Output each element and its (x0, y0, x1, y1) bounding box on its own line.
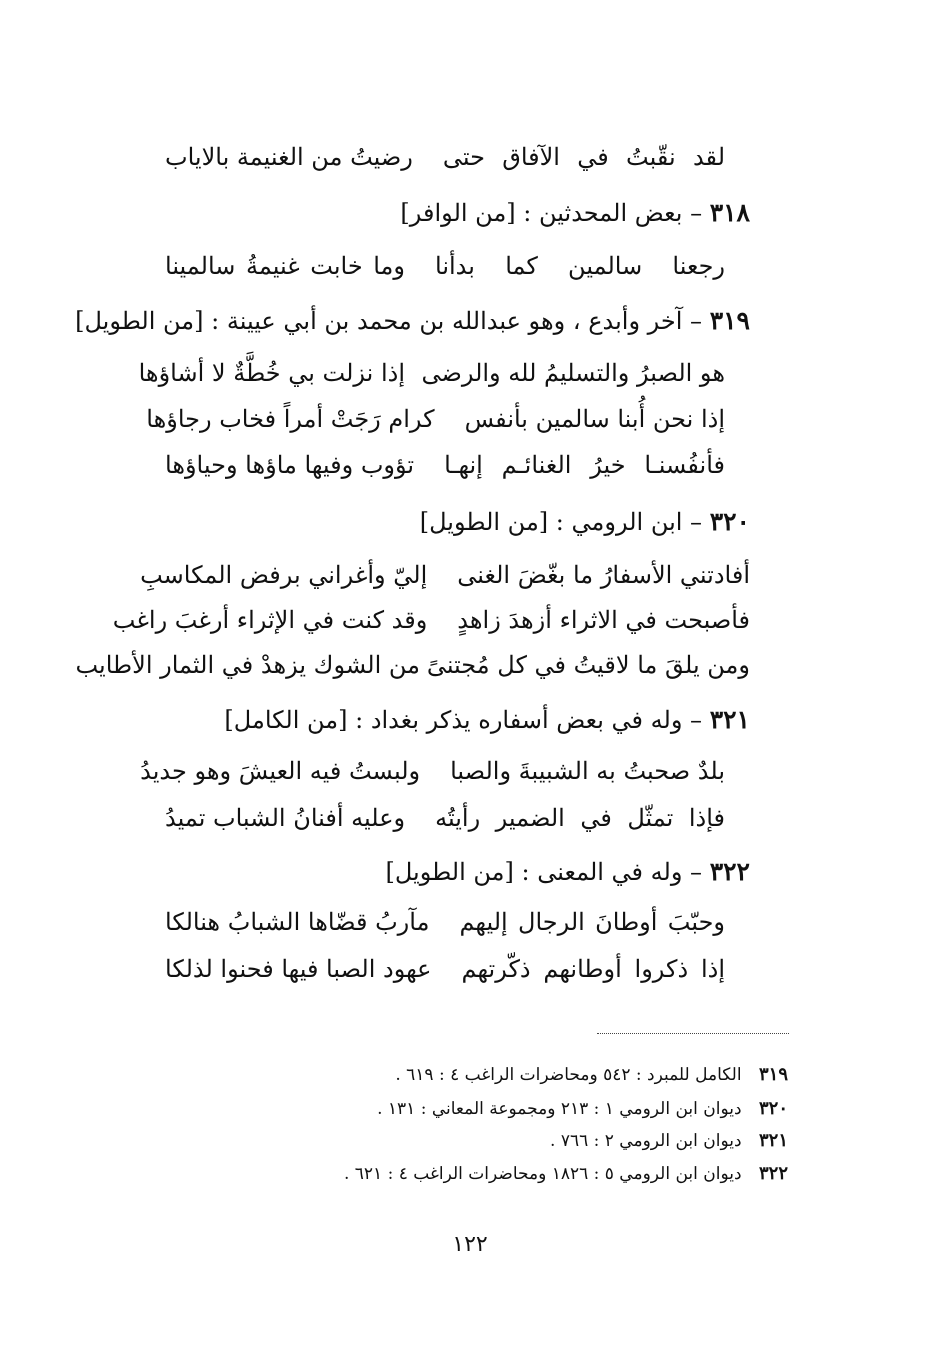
footnote (395, 1061, 788, 1089)
verse-first-hemistich: رجعنا سالمين كما بدأنا (435, 252, 725, 280)
verse-second-hemistich: إذا نزلت بي خُطَّةٌ لا أشاؤها (138, 359, 405, 387)
verse-line (165, 902, 725, 942)
verse-second-hemistich: تؤوب وفيها ماؤها وحياؤها (165, 451, 415, 479)
footnote (377, 1095, 788, 1123)
verse-first-hemistich: أفادتني الأسفارُ ما بغّضَ الغنى (457, 561, 750, 589)
verse-line (140, 751, 725, 791)
verse-line (138, 353, 725, 393)
footnote-number: ٣٢١ (758, 1130, 788, 1151)
verse-line (146, 399, 725, 439)
section-heading-319 (75, 301, 750, 341)
verse-first-hemistich: لقد نقّبتُ في الآفاق حتى (442, 143, 725, 171)
verse-second-hemistich: كرام رَجَتْ أمراً فخاب رجاؤها (146, 405, 435, 433)
verse-first-hemistich: إذا ذكروا أوطانهم ذكّرتهم (461, 955, 725, 983)
verse-first-hemistich: فأصبحت في الاثراء أزهدَ زاهدٍ (457, 606, 750, 634)
verse-first-hemistich: فأنفُسنـا خيرُ الغنائـم إنهـا (444, 451, 725, 479)
footnote-text: ديوان ابن الرومي ٢ : ٧٦٦ . (550, 1131, 742, 1151)
footnote-text: الكامل للمبرد : ٥٤٢ ومحاضرات الراغب ٤ : ٦١٩ . (395, 1065, 742, 1085)
verse-line (165, 246, 725, 286)
verse-second-hemistich: رضيتُ من الغنيمة بالاياب (165, 143, 413, 171)
footnote-number: ٣٢٢ (758, 1163, 788, 1184)
footnote (344, 1160, 788, 1188)
verse-line (140, 555, 750, 595)
verse-first-hemistich: هو الصبرُ والتسليمُ لله والرضى (421, 359, 725, 387)
verse-line (112, 600, 750, 640)
verse-line (165, 798, 725, 838)
entry-number: ٣٢٠ (709, 507, 750, 536)
verse-first-hemistich: ومن يلقَ ما لاقيتُ في كل مُجتنىً (426, 651, 750, 679)
page-number: ١٢٢ (452, 1232, 488, 1257)
section-heading-321 (224, 700, 750, 740)
verse-first-hemistich: فإذا تمثّل في الضمير رأيتُه (435, 804, 725, 832)
verse-first-hemistich: بلدٌ صحبتُ به الشبيبةَ والصبا (450, 757, 725, 785)
heading-text: – وله في المعنى : [من الطويل] (385, 858, 703, 886)
verse-line (165, 137, 725, 177)
verse-second-hemistich: عهود الصبا فيها فحنوا لذلكا (165, 955, 432, 983)
heading-text: – بعض المحدثين : [من الوافر] (400, 199, 703, 227)
verse-second-hemistich: إليّ وأغراني برفض المكاسبِ (140, 561, 428, 589)
footnote-text: ديوان ابن الرومي ١ : ٢١٣ ومجموعة المعاني : ١٣١ . (377, 1099, 742, 1119)
verse-second-hemistich: ولبستُ فيه العيشَ وهو جديدُ (140, 757, 421, 785)
footnote-number: ٣٢٠ (758, 1098, 788, 1119)
entry-number: ٣١٩ (709, 306, 750, 335)
verse-line (165, 949, 725, 989)
footnote-text: ديوان ابن الرومي ٥ : ١٨٢٦ ومحاضرات الراغب ٤ : ٦٢١ . (343, 1164, 742, 1184)
heading-text: – ابن الرومي : [من الطويل] (419, 508, 703, 536)
footnote-number: ٣١٩ (758, 1064, 788, 1085)
verse-second-hemistich: من الشوك يزهدْ في الثمار الأطايب (75, 651, 420, 679)
heading-text: – وله في بعض أسفاره يذكر بغداد : [من الكامل] (224, 706, 703, 734)
verse-second-hemistich: وقد كنت في الإثراء أرغبَ راغب (112, 606, 428, 634)
verse-first-hemistich: وحبّبَ أوطانَ الرجال إليهم (459, 908, 725, 936)
section-heading-320 (420, 502, 750, 542)
verse-line (165, 445, 725, 485)
heading-text: – آخر وأبدع ، وهو عبدالله بن محمد بن أبي عيينة : [من الطويل] (75, 307, 703, 335)
entry-number: ٣٢١ (709, 705, 750, 734)
verse-second-hemistich: وعليه أفنانُ الشباب تميدُ (165, 804, 406, 832)
verse-second-hemistich: مآربُ قضّاها الشبابُ هنالكا (165, 908, 430, 936)
verse-line (75, 645, 750, 685)
verse-second-hemistich: وما خابت غنيمةُ سالمينا (165, 252, 405, 280)
section-heading-322 (386, 852, 751, 892)
footnote (550, 1127, 788, 1155)
section-heading-318 (400, 193, 750, 233)
entry-number: ٣١٨ (709, 198, 750, 227)
footnote-divider (597, 1033, 789, 1034)
verse-first-hemistich: إذا نحن أُبنا سالمين بأنفس (464, 405, 725, 433)
entry-number: ٣٢٢ (709, 857, 750, 886)
